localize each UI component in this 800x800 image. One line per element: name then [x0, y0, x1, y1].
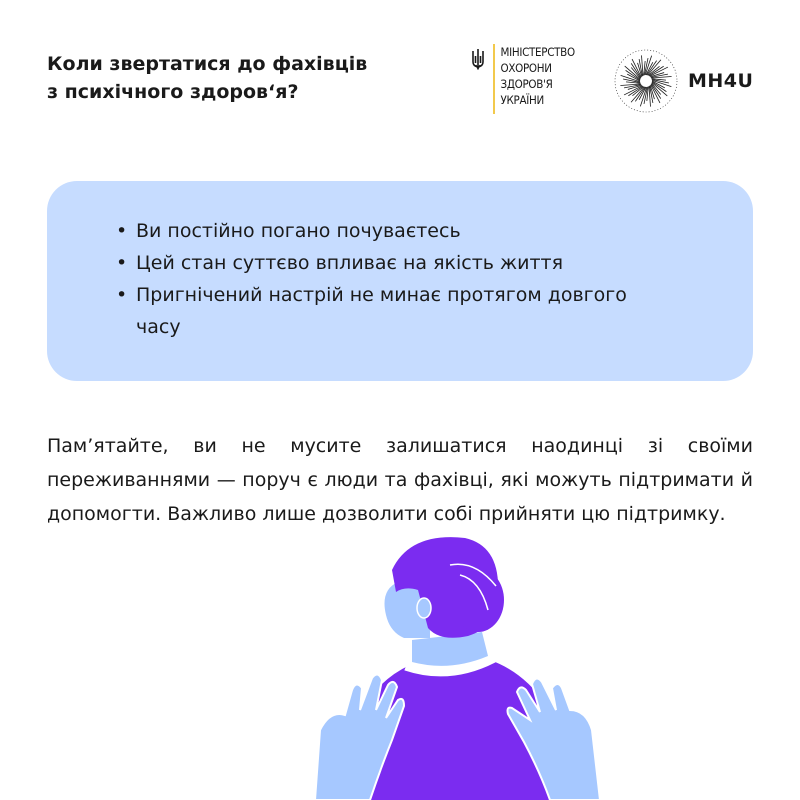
- trident-icon: [470, 48, 486, 70]
- person-ear: [417, 598, 431, 618]
- ministry-logo: [470, 44, 575, 114]
- list-item: • Цей стан суттєво впливає на якість життя: [116, 247, 656, 279]
- support-paragraph: Пам’ятайте, ви не мусите залишатися наодинці зі своїми переживаннями — поруч є люди та фахівці, які можуть підтримати й допомогти. Важливо лише дозволити собі прийняти цю підтримку.: [47, 435, 753, 525]
- title-line-1: Коли звертатися до фахівців: [47, 53, 368, 75]
- warning-signs-card: [47, 181, 753, 381]
- list-item: • Ви постійно погано почуваєтесь: [116, 215, 656, 247]
- mh4u-logo-text: MH4U: [688, 70, 754, 92]
- mh4u-logo: [612, 47, 753, 115]
- warning-signs-list: [47, 181, 753, 343]
- list-item: • Пригнічений настрій не минає протягом довгого часу: [116, 279, 656, 343]
- mh4u-sunburst-icon: [612, 47, 680, 115]
- ministry-accent-bar: [493, 44, 495, 114]
- title-line-2: з психічного здоров‘я?: [47, 81, 299, 103]
- ministry-name: МІНІСТЕРСТВО ОХОРОНИ ЗДОРОВ'Я УКРАЇНИ: [500, 45, 575, 107]
- page-title: [47, 50, 437, 106]
- person-with-supporting-hands-illustration: [300, 520, 620, 800]
- person-hair-bun: [452, 568, 504, 632]
